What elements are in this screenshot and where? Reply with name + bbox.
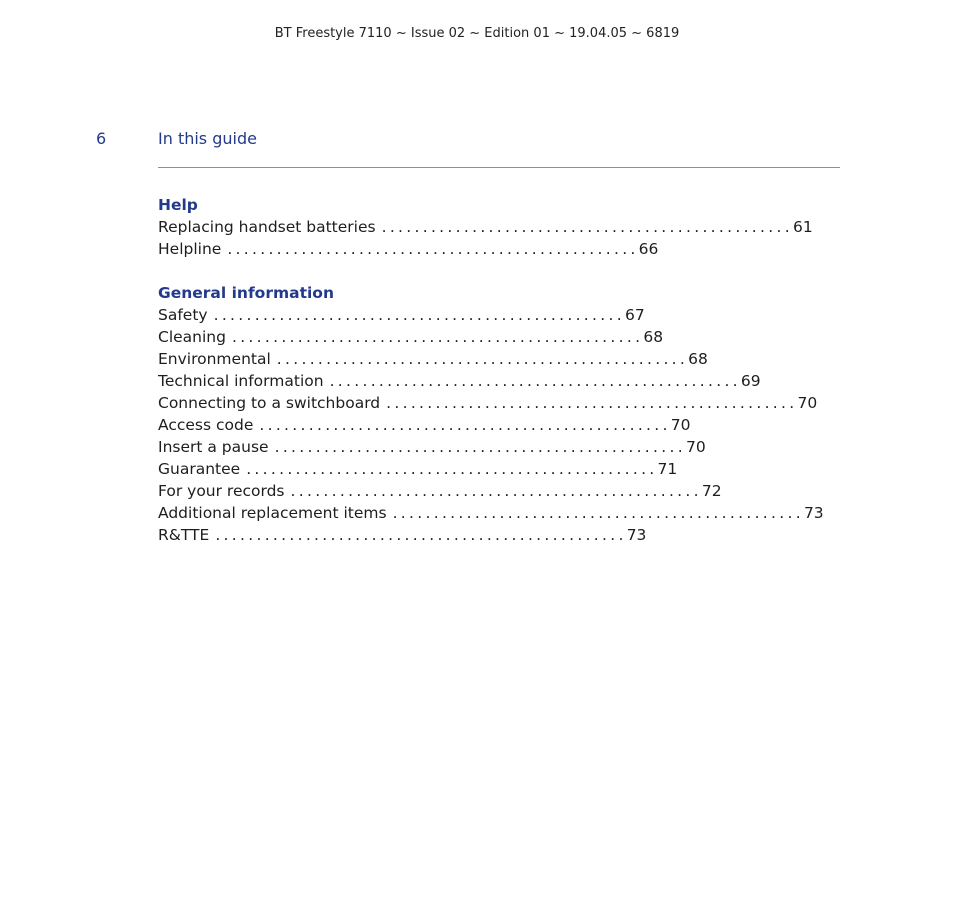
toc-entry-label: Cleaning <box>158 328 226 346</box>
toc-entry-page: 69 <box>740 372 761 390</box>
toc-entry-label: Helpline <box>158 240 222 258</box>
dot-leader: .................................................. <box>381 218 793 236</box>
toc-entry-page: 70 <box>797 394 818 412</box>
toc-entry-label: Replacing handset batteries <box>158 218 376 236</box>
toc-entry[interactable] <box>158 414 691 436</box>
toc-group-heading: General information <box>158 284 334 302</box>
dot-leader: .................................................. <box>213 306 625 324</box>
toc-entry-label: Technical information <box>158 372 324 390</box>
dot-leader: .................................................. <box>290 482 702 500</box>
dot-leader: .................................................. <box>259 416 671 434</box>
toc-entry-label: Connecting to a switchboard <box>158 394 381 412</box>
toc-entry-page: 72 <box>701 482 722 500</box>
toc-entry[interactable] <box>158 348 708 370</box>
toc-group-help <box>158 194 813 260</box>
toc-entry[interactable] <box>158 238 659 260</box>
toc-entry-page: 66 <box>638 240 659 258</box>
dot-leader: .................................................. <box>227 240 639 258</box>
toc-entry-label: Insert a pause <box>158 438 269 456</box>
toc-entry[interactable] <box>158 436 706 458</box>
toc-entry-label: Environmental <box>158 350 271 368</box>
toc-entry-page: 71 <box>657 460 678 478</box>
toc-entry[interactable] <box>158 304 645 326</box>
toc-entry-page: 73 <box>803 504 824 522</box>
dot-leader: .................................................. <box>386 394 798 412</box>
toc-entry-label: For your records <box>158 482 285 500</box>
toc-entry-page: 73 <box>626 526 647 544</box>
toc-entry[interactable] <box>158 458 678 480</box>
toc-group-heading: Help <box>158 196 198 214</box>
dot-leader: .................................................. <box>246 460 658 478</box>
toc-entry[interactable] <box>158 216 813 238</box>
toc-entry-label: R&TTE <box>158 526 210 544</box>
dot-leader: .................................................. <box>392 504 804 522</box>
toc-group-general-information <box>158 282 824 546</box>
toc-entry-page: 68 <box>688 350 708 368</box>
dot-leader: .................................................. <box>231 328 644 346</box>
table-of-contents <box>158 194 824 568</box>
toc-entry-page: 67 <box>624 306 645 324</box>
dot-leader: .................................................. <box>276 350 689 368</box>
toc-entry[interactable] <box>158 502 824 524</box>
toc-entry[interactable] <box>158 326 664 348</box>
toc-entry-label: Guarantee <box>158 460 241 478</box>
header-divider <box>158 167 840 168</box>
toc-entry-page: 61 <box>792 218 813 236</box>
toc-entry-label: Additional replacement items <box>158 504 387 522</box>
toc-entry-page: 70 <box>670 416 691 434</box>
toc-entry-page: 70 <box>685 438 706 456</box>
dot-leader: .................................................. <box>329 372 741 390</box>
toc-entry[interactable] <box>158 370 761 392</box>
dot-leader: .................................................. <box>274 438 686 456</box>
section-title: In this guide <box>158 129 257 148</box>
toc-entry-page: 68 <box>643 328 664 346</box>
running-header: BT Freestyle 7110 ~ Issue 02 ~ Edition 01 ~ 19.04.05 ~ 6819 <box>274 26 680 41</box>
toc-entry[interactable] <box>158 524 647 546</box>
toc-entry-label: Access code <box>158 416 254 434</box>
toc-entry[interactable] <box>158 392 818 414</box>
dot-leader: .................................................. <box>215 526 627 544</box>
toc-entry-label: Safety <box>158 306 208 324</box>
toc-entry[interactable] <box>158 480 722 502</box>
page-number: 6 <box>96 129 107 148</box>
